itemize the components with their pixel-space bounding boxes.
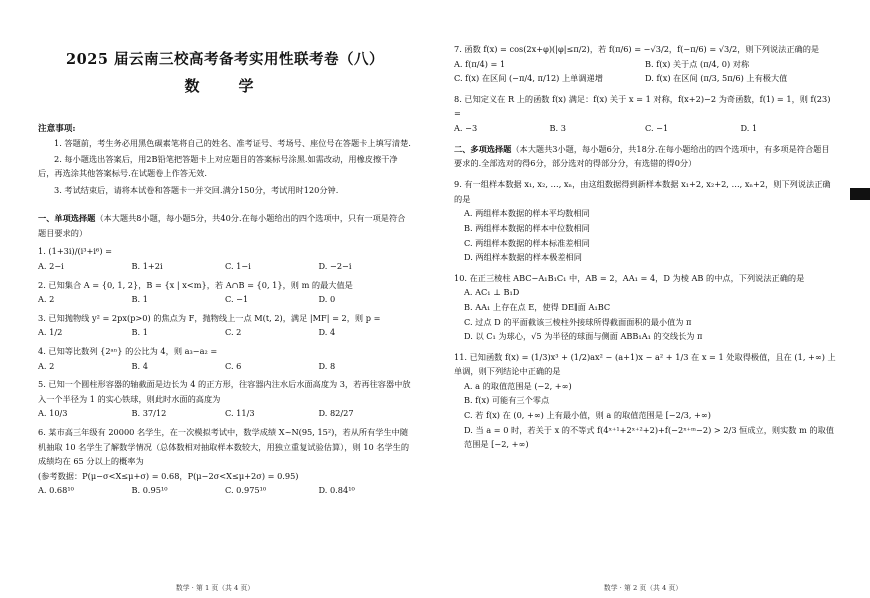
question-8: 8. 已知定义在 R 上的函数 f(x) 满足：f(x) 关于 x = 1 对称，f(x+2)−2 为奇函数，f(1) = 1，则 f(23) =: [454, 93, 831, 119]
question-10: 10. 在正三棱柱 ABC−A₁B₁C₁ 中，AB = 2，AA₁ = 4，D 为棱 AB 的中点，下列说法正确的是: [454, 272, 805, 283]
q11-option-d: D. 当 a = 0 时，若关于 x 的不等式 f(4ˣ⁺¹+2ˣ⁺²+2)+f(−2ˣ⁺ᵐ−2) > 2/3 恒成立，则实数 m 的取值范围是 [−2, +∞): [464, 424, 834, 450]
page-right: [438, 0, 848, 598]
q5-option-d: D. 82/27: [318, 408, 354, 419]
section2-desc: （本大题共3小题，每小题6分，共18分.在每小题给出的四个选项中，有多项是符合题目要求的.全部选对的得6分，部分选对的得部分分，有选错的得0分）: [454, 143, 830, 169]
question-6-options: [38, 483, 412, 498]
q3-option-a: A. 1/2: [38, 327, 63, 338]
section1-heading: 一、单项选择题: [38, 212, 96, 223]
q8-option-b: B. 3: [549, 122, 566, 133]
footer-left: 数学 · 第 1 页（共 4 页）: [175, 584, 255, 592]
question-7-options-row1: [454, 57, 836, 72]
question-4-options: [38, 359, 412, 374]
question-8-options: [454, 121, 836, 136]
section2-heading: 二、多项选择题: [454, 143, 512, 154]
q10-option-a: A. AC₁ ⊥ B₁D: [464, 287, 520, 298]
q10-option-c: C. 过点 D 的平面截该三棱柱外接球所得截面面积的最小值为 π: [464, 316, 692, 327]
q7-option-d: D. f(x) 在区间 (π/3, 5π/6) 上有极大值: [645, 73, 788, 84]
question-5-options: [38, 406, 412, 421]
q9-option-b: B. 两组样本数据的样本中位数相同: [464, 222, 590, 233]
q7-option-a: A. f(π/4) = 1: [454, 58, 506, 69]
question-4: 4. 已知等比数列 {2ᵃⁿ} 的公比为 4，则 a₃−a₂ =: [38, 345, 218, 356]
q8-option-a: A. −3: [454, 122, 478, 133]
q6-option-d: D. 0.84¹⁰: [318, 485, 355, 496]
q1-option-b: B. 1+2i: [131, 261, 163, 271]
question-3: 3. 已知抛物线 y² = 2px(p>0) 的焦点为 F，抛物线上一点 M(t, 2)，满足 |MF| = 2，则 p =: [38, 312, 381, 323]
note-2: 2. 每小题选出答案后，用2B铅笔把答题卡上对应题目的答案标号涂黑.如需改动，用橡皮擦干净后，再选涂其他答案标号.在试题卷上作答无效.: [38, 154, 398, 179]
notes-heading: 注意事项:: [38, 124, 76, 134]
q10-option-b: B. AA₁ 上存在点 E，使得 DE∥面 A₁BC: [464, 301, 611, 312]
q10-option-d: D. 以 C₁ 为球心，√5 为半径的球面与侧面 ABB₁A₁ 的交线长为 π: [464, 331, 703, 342]
q11-option-c: C. 若 f(x) 在 (0, +∞) 上有最小值，则 a 的取值范围是 [−2/3, +∞): [464, 410, 711, 421]
exam-title: 2025 届云南三校高考备考实用性联考卷（八）: [66, 51, 384, 68]
q8-option-d: D. 1: [740, 122, 758, 133]
q6-option-c: C. 0.975¹⁰: [225, 485, 267, 496]
q3-option-b: B. 1: [131, 327, 148, 338]
q2-option-c: C. −1: [225, 294, 249, 305]
q2-option-b: B. 1: [131, 294, 148, 305]
page-left: [0, 0, 430, 598]
q9-option-a: A. 两组样本数据的样本平均数相同: [464, 208, 590, 219]
q7-option-b: B. f(x) 关于点 (π/4, 0) 对称: [645, 58, 750, 69]
q4-option-c: C. 6: [225, 360, 242, 371]
q7-option-c: C. f(x) 在区间 (−π/4, π/12) 上单调递增: [454, 73, 603, 84]
q1-option-c: C. 1−i: [225, 261, 251, 271]
note-3: 3. 考试结束后，请将本试卷和答题卡一并交回.满分150分，考试用时120分钟.: [54, 184, 339, 195]
q11-option-b: B. f(x) 可能有三个零点: [464, 395, 550, 406]
question-1: 1. (1+3i)/(i³+i⁶) =: [38, 246, 112, 257]
q4-option-b: B. 4: [131, 360, 148, 371]
question-7-options-row2: [454, 71, 836, 86]
q6-option-b: B. 0.95¹⁰: [131, 485, 168, 496]
footer-right: 数学 · 第 2 页（共 4 页）: [603, 584, 683, 592]
edge-marker: [850, 188, 870, 200]
q11-option-a: A. a 的取值范围是 (−2, +∞): [464, 380, 572, 391]
question-7: 7. 函数 f(x) = cos(2x+φ)(|φ|≤π/2)，若 f(π/6) = −√3/2，f(−π/6) = √3/2，则下列说法正确的是: [454, 44, 820, 54]
q8-option-c: C. −1: [645, 122, 669, 133]
section1-desc: （本大题共8小题，每小题5分，共40分.在每小题给出的四个选项中，只有一项是符合题目要求的）: [38, 212, 406, 238]
exam-subject: 数 学: [184, 77, 266, 95]
q6-option-a: A. 0.68¹⁰: [38, 485, 74, 496]
q2-option-d: D. 0: [318, 294, 336, 305]
q5-option-a: A. 10/3: [38, 408, 68, 419]
q2-option-a: A. 2: [38, 294, 55, 305]
question-6: 6. 某市高三年级有 20000 名学生，在一次模拟考试中，数学成绩 X~N(95, 15²)，若从所有学生中随机抽取 10 名学生了解数学情况（总体数相对抽取样本数较大，用独立重复试验估算），则 10 名学生的成绩均在 65 分以上的概率为: [38, 426, 410, 467]
q3-option-d: D. 4: [318, 327, 336, 338]
q9-option-c: C. 两组样本数据的样本标准差相同: [464, 237, 590, 248]
question-11: 11. 已知函数 f(x) = (1/3)x³ + (1/2)ax² − (a+1)x − a² + 1/3 在 x = 1 处取得极值，且在 (1, +∞) 上单调，则下列结论中正确的是: [454, 351, 836, 377]
question-6-reference: (参考数据：P(μ−σ<X≤μ+σ) = 0.68，P(μ−2σ<X≤μ+2σ) = 0.95): [38, 470, 299, 481]
q4-option-d: D. 8: [318, 360, 336, 371]
q9-option-d: D. 两组样本数据的样本极差相同: [464, 252, 582, 263]
question-5: 5. 已知一个圆柱形容器的轴截面是边长为 4 的正方形，往容器内注水后水面高度为 3，若再往容器中放入一个半径为 1 的实心铁球，则此时水面的高度为: [38, 379, 411, 404]
note-1: 1. 答题前，考生务必用黑色碳素笔将自己的姓名、准考证号、考场号、座位号在答题卡上填写清楚.: [54, 138, 411, 148]
q4-option-a: A. 2: [38, 360, 55, 371]
q3-option-c: C. 2: [225, 327, 242, 338]
question-9: 9. 有一组样本数据 x₁, x₂, …, xₙ，由这组数据得到新样本数据 x₁+2, x₂+2, …, xₙ+2，则下列说法正确的是: [454, 179, 831, 204]
q1-option-a: A. 2−i: [38, 261, 64, 271]
q5-option-b: B. 37/12: [131, 408, 167, 419]
question-2-options: [38, 292, 412, 307]
question-2: 2. 已知集合 A = {0, 1, 2}，B = {x | x<m}，若 A∩B = {0, 1}，则 m 的最大值是: [38, 279, 353, 290]
q1-option-d: D. −2−i: [318, 261, 352, 271]
q5-option-c: C. 11/3: [225, 408, 255, 419]
section2-header: [454, 142, 836, 172]
question-3-options: [38, 325, 412, 340]
question-1-options: [38, 259, 412, 274]
section1-header: [38, 211, 412, 241]
